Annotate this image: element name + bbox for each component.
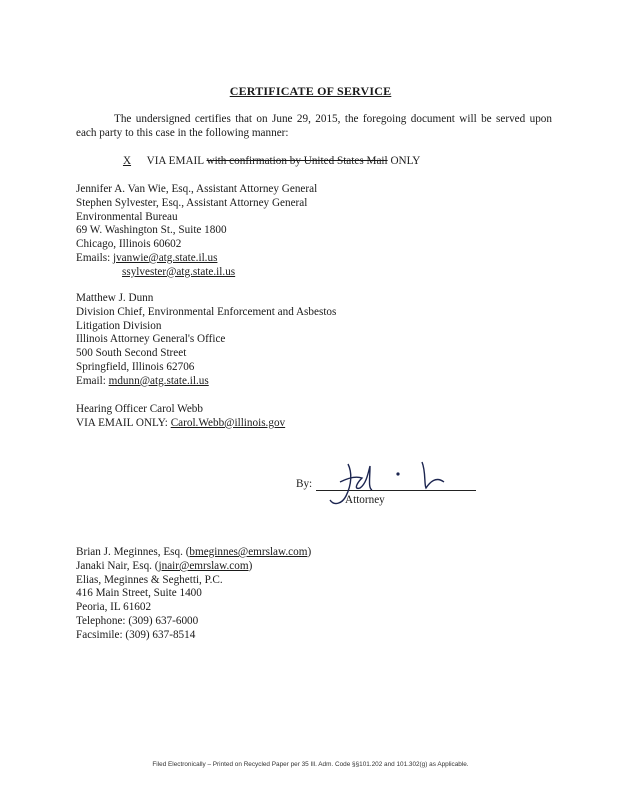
email-link-mdunn[interactable]: mdunn@atg.state.il.us bbox=[108, 374, 209, 387]
sender-facsimile: Facsimile: (309) 637-8514 bbox=[76, 628, 196, 641]
email-link-ssylvester[interactable]: ssylvester@atg.state.il.us bbox=[122, 265, 236, 278]
emails-label: Emails: bbox=[76, 251, 111, 264]
recipient-1-line: Jennifer A. Van Wie, Esq., Assistant Attorney General bbox=[76, 183, 318, 195]
recipient-block-attorney-general bbox=[76, 183, 317, 280]
recipient-2-line: Illinois Attorney General's Office bbox=[76, 333, 226, 346]
recipient-2-email-row bbox=[76, 375, 336, 389]
recipient-2-line: Division Chief, Environmental Enforcement and Asbestos bbox=[76, 305, 337, 318]
email-link-bmeginnes[interactable]: bmeginnes@emrslaw.com bbox=[189, 546, 308, 558]
email-link-jvanwie[interactable]: jvanwie@atg.state.il.us bbox=[112, 251, 218, 264]
service-method-mark: X bbox=[122, 155, 132, 167]
sender-line-2-prefix: Janaki Nair, Esq. ( bbox=[76, 559, 159, 572]
recipient-3-email-row bbox=[76, 417, 285, 431]
recipient-1-line: 69 W. Washington St., Suite 1800 bbox=[76, 224, 227, 237]
email-link-carol-webb[interactable]: Carol.Webb@illinois.gov bbox=[170, 416, 286, 429]
via-email-only-label: VIA EMAIL ONLY: bbox=[76, 416, 168, 429]
email-label: Email: bbox=[76, 374, 106, 387]
sender-line-1 bbox=[76, 546, 311, 560]
email-link-jnair[interactable]: jnair@emrslaw.com bbox=[158, 559, 249, 572]
signature-role: Attorney bbox=[345, 494, 385, 506]
signature-by-label: By: bbox=[296, 478, 313, 490]
sender-block bbox=[76, 546, 311, 643]
sender-line-1-prefix: Brian J. Meginnes, Esq. ( bbox=[76, 546, 190, 558]
recipient-2-line: Litigation Division bbox=[76, 319, 162, 332]
recipient-block-hearing-officer bbox=[76, 403, 285, 431]
service-method-via: VIA EMAIL bbox=[146, 155, 204, 167]
sender-firm: Elias, Meginnes & Seghetti, P.C. bbox=[76, 573, 223, 586]
recipient-block-division-chief bbox=[76, 292, 336, 389]
recipient-3-line: Hearing Officer Carol Webb bbox=[76, 403, 203, 415]
sender-street: 416 Main Street, Suite 1400 bbox=[76, 587, 202, 600]
sender-city: Peoria, IL 61602 bbox=[76, 601, 152, 614]
service-method-line bbox=[110, 155, 420, 167]
recipient-2-line: 500 South Second Street bbox=[76, 347, 187, 360]
sender-telephone: Telephone: (309) 637-6000 bbox=[76, 614, 199, 627]
sender-line-2-suffix: ) bbox=[248, 559, 253, 572]
service-method-struck: with confirmation by United States Mail bbox=[206, 155, 388, 167]
recipient-1-line: Stephen Sylvester, Esq., Assistant Attorney General bbox=[76, 196, 308, 209]
sender-line-2 bbox=[76, 560, 311, 574]
sender-line-1-suffix: ) bbox=[307, 546, 312, 558]
recipient-1-line: Environmental Bureau bbox=[76, 210, 178, 223]
recipient-1-line: Chicago, Illinois 60602 bbox=[76, 238, 182, 251]
recipient-1-email-2-row bbox=[76, 266, 317, 280]
intro-paragraph: The undersigned certifies that on June 29, 2015, the foregoing document will be served upon each party to this case in the following manner: bbox=[76, 113, 552, 139]
recipient-2-line: Matthew J. Dunn bbox=[76, 292, 154, 304]
recipient-2-line: Springfield, Illinois 62706 bbox=[76, 360, 195, 373]
page-footer: Filed Electronically – Printed on Recycled Paper per 35 Ill. Adm. Code §§101.202 and 101.302(g) as Applicable. bbox=[152, 761, 469, 768]
service-method-only: ONLY bbox=[390, 155, 421, 167]
recipient-1-emails-row bbox=[76, 252, 317, 266]
document-title: CERTIFICATE OF SERVICE bbox=[229, 84, 392, 98]
